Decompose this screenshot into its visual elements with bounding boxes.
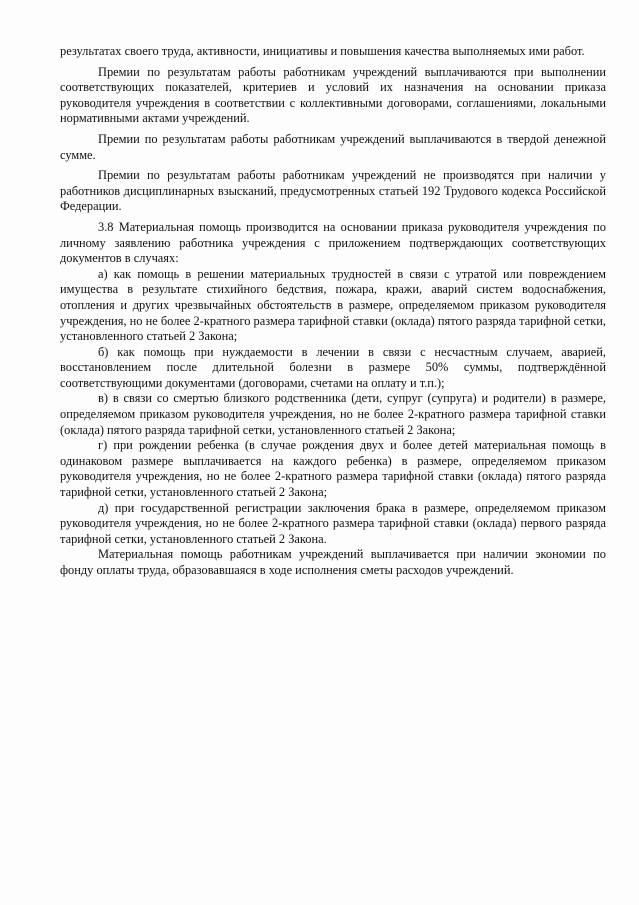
paragraph-continuation: результатах своего труда, активности, инициативы и повышения качества выполняемых ими работ. (60, 44, 585, 58)
list-item-a: а) как помощь в решении материальных трудностей в связи с утратой или повреждением имущества в результате стихийного бедствия, пожара, кражи, аварий систем водоснабжения, отопления и других чрезвычайных обстоятельств в размере, определяемом приказом руководителя учреждения, но не более 2-кратного размера тарифной ставки (оклада) пятого разряда тарифной сетки, установленного статьей 2 Закона; (60, 266, 606, 344)
paragraph-aid-economy: Материальная помощь работникам учреждений выплачивается при наличии экономии по фонду оплаты труда, образовавшаяся в ходе исполнения сметы расходов учреждений. (60, 547, 606, 577)
paragraph-bonus-conditions: Премии по результатам работы работникам учреждений выплачиваются при выполнении соответствующих показателей, критериев и условий их назначения на основании приказа руководителя учреждения в соответствии с коллективными договорами, соглашениями, локальными нормативными актами учреждений. (60, 64, 606, 126)
document-body (60, 44, 606, 579)
list-item-v: в) в связи со смертью близкого родственника (дети, супруг (супруга) и родители) в размере, определяемом приказом руководителя учреждения, но не более 2-кратного размера тарифной ставки (оклада) пятого разряда тарифной сетки, установленного статьей 2 Закона; (60, 391, 606, 437)
list-item-b: б) как помощь при нуждаемости в лечении в связи с несчастным случаем, аварией, восстановлением после длительной болезни в размере 50% суммы, подтверждённой соответствующими документами (договорами, счетами на оплату и т.п.); (60, 344, 606, 390)
paragraph-bonus-fixed-sum: Премии по результатам работы работникам учреждений выплачиваются в твердой денежной сумме. (60, 131, 606, 162)
list-item-d: д) при государственной регистрации заключения брака в размере, определяемом приказом руководителя учреждения, но не более 2-кратного размера тарифной ставки (оклада) первого разряда тарифной сетки, установленного статьей 2 Закона. (60, 500, 606, 546)
paragraph-section-3-8: 3.8 Материальная помощь производится на основании приказа руководителя учреждения по личному заявлению работника учреждения с приложением подтверждающих соответствующих документов в случаях: (60, 219, 606, 266)
list-item-g: г) при рождении ребенка (в случае рождения двух и более детей материальная помощь в одинаковом размере выплачивается на каждого ребенка) в размере, определяемом приказом руководителя учреждения, но не более 2-кратного размера тарифной ставки (оклада) пятого разряда тарифной сетки, установленного статьей 2 Закона; (60, 438, 606, 500)
paragraph-bonus-exclusion: Премии по результатам работы работникам учреждений не производятся при наличии у работников дисциплинарных взысканий, предусмотренных статьей 192 Трудового кодекса Российской Федерации. (60, 168, 606, 214)
